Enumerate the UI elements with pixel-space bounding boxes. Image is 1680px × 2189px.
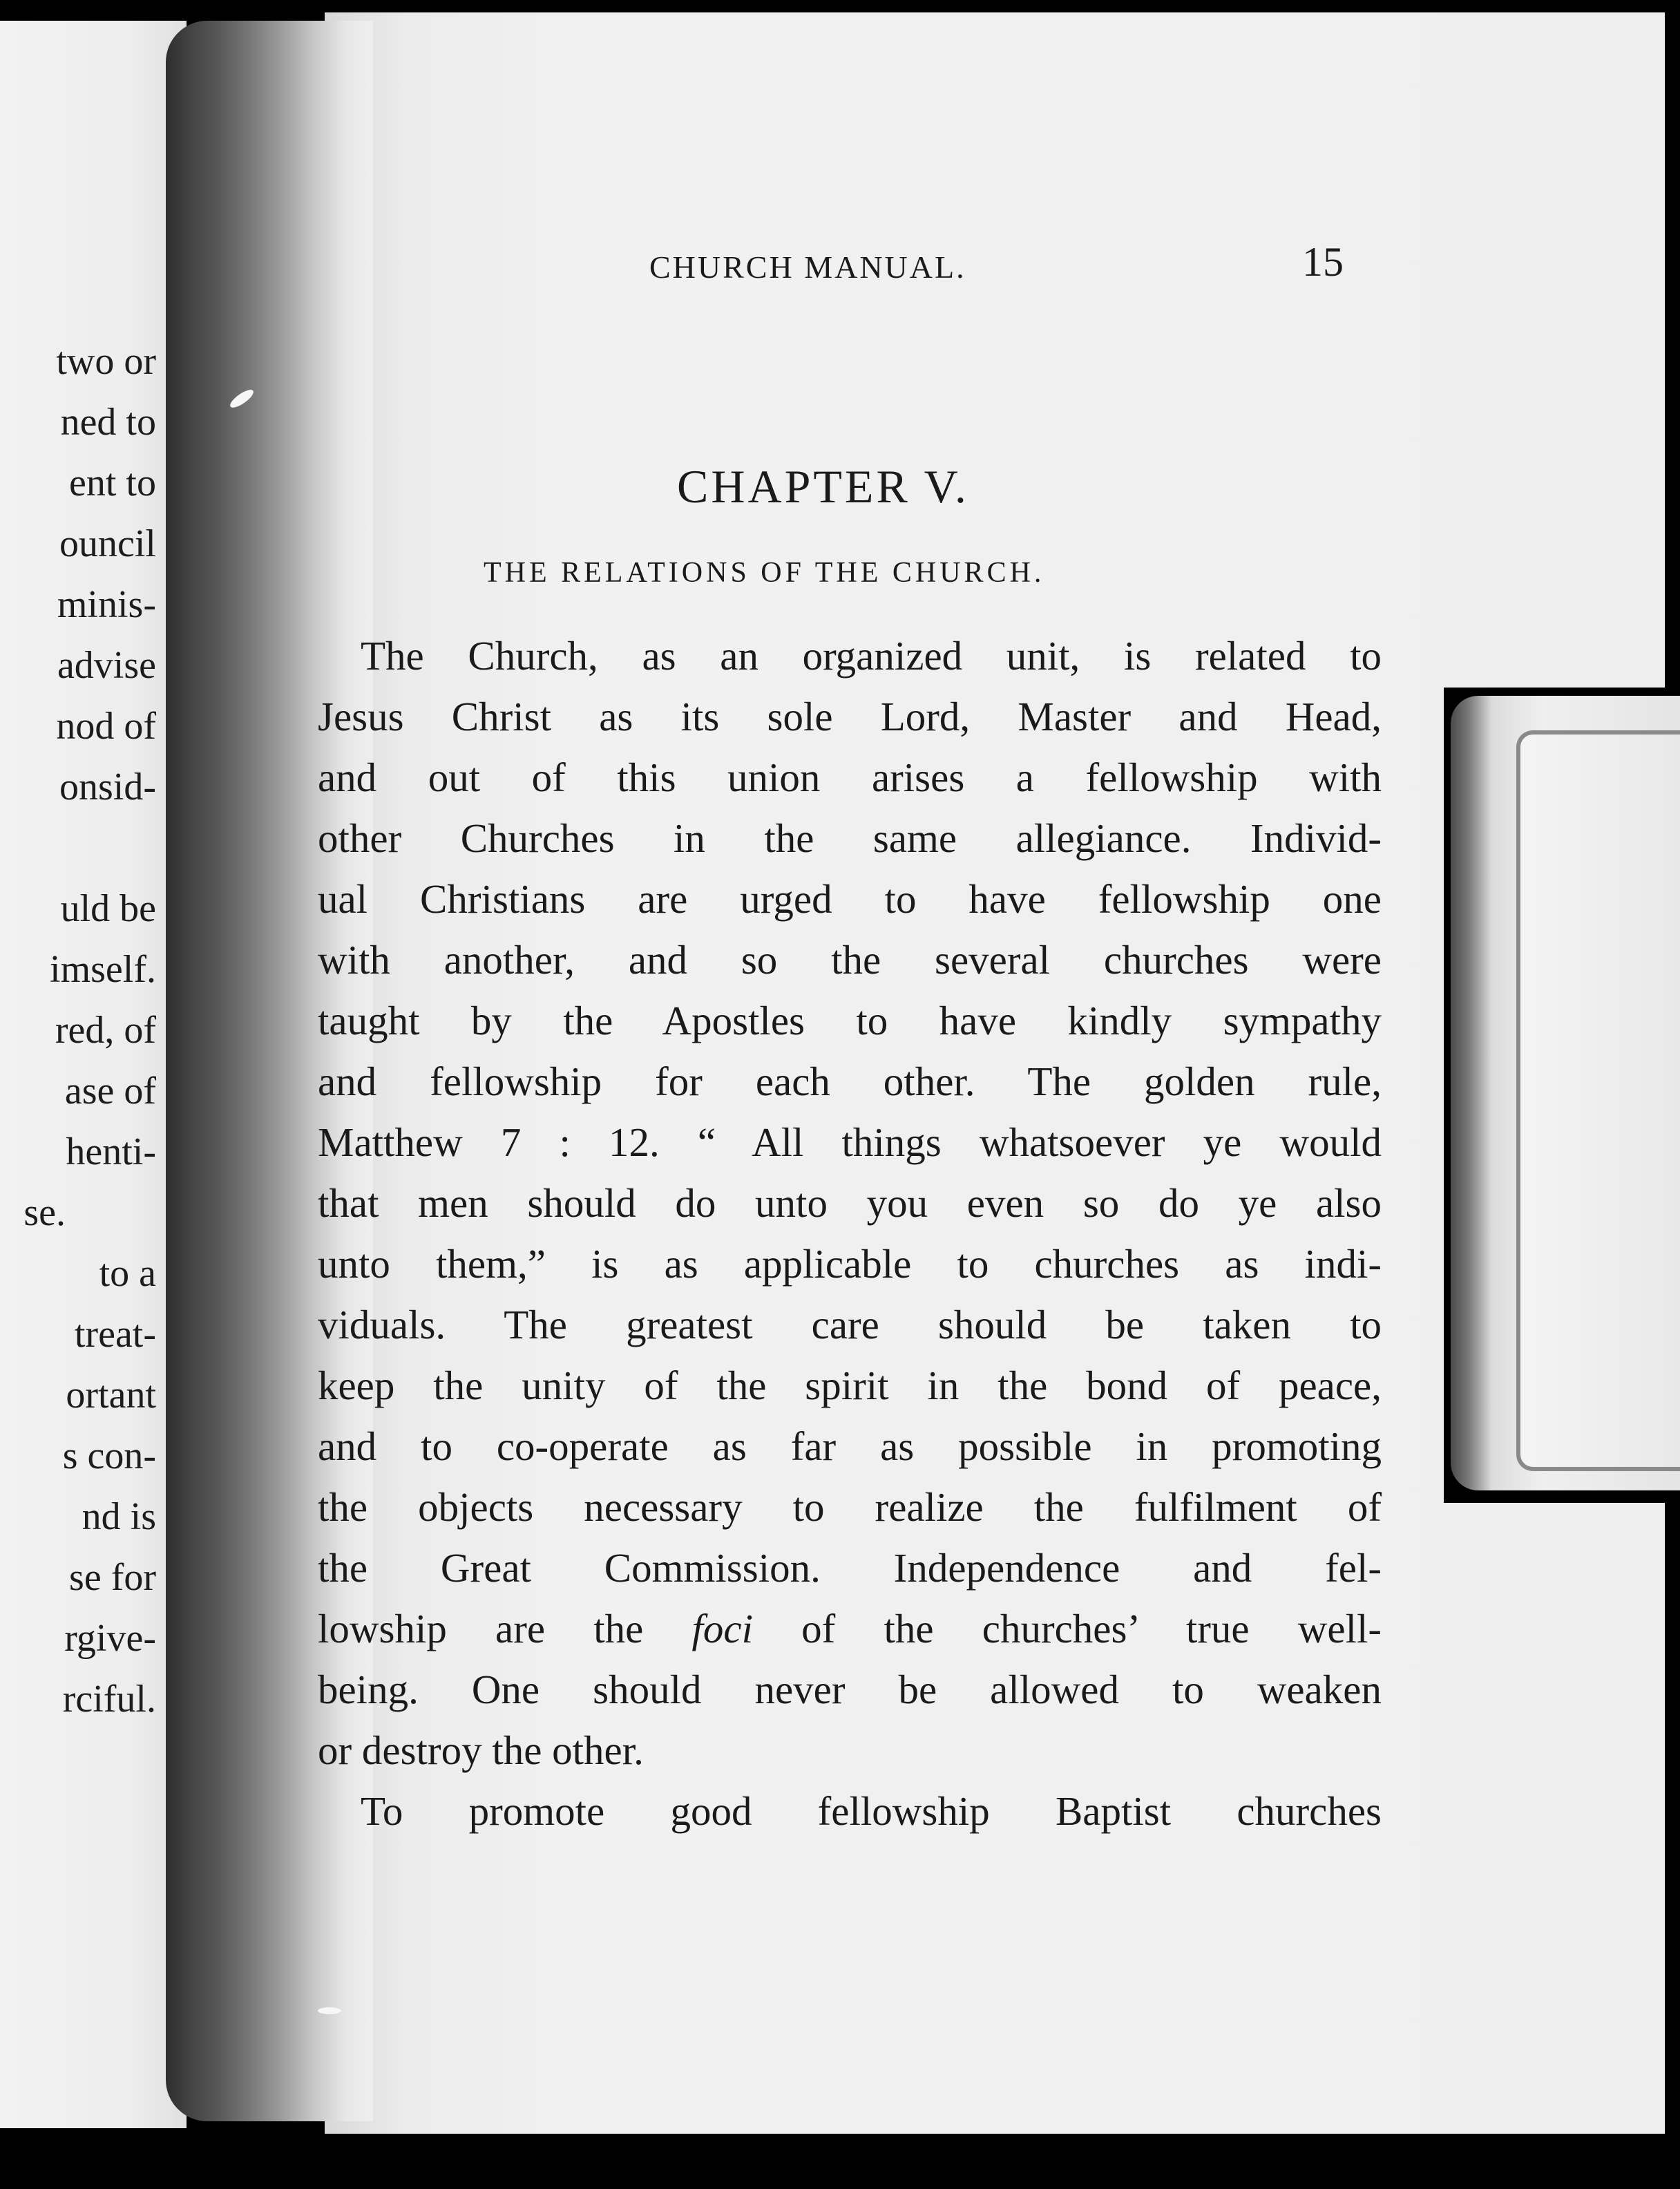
body-line: the objects necessary to realize the fulfilment of: [318, 1484, 1382, 1530]
left-page-line: treat-: [74, 1313, 156, 1356]
body-line-segment: of the churches’ true well-: [801, 1606, 1382, 1651]
left-page-line: imself.: [50, 948, 156, 991]
body-line: being. One should never be allowed to weaken: [318, 1667, 1382, 1712]
body-line: unto them,” is as applicable to churches as indi-: [318, 1241, 1382, 1287]
left-page-line: ase of: [64, 1070, 156, 1112]
page-number: 15: [1302, 239, 1344, 285]
chapter-subtitle: THE RELATIONS OF THE CHURCH.: [484, 557, 1045, 589]
body-line: ual Christians are urged to have fellowship one: [318, 876, 1382, 922]
body-line: The Church, as an organized unit, is related to: [361, 633, 1382, 679]
facing-page-left: [0, 21, 187, 2128]
italic-word-foci: foci: [691, 1606, 753, 1651]
left-page-line: uld be: [60, 887, 156, 930]
page-clip: [1444, 688, 1680, 1503]
body-line: that men should do unto you even so do ye also: [318, 1180, 1382, 1226]
left-page-line: ouncil: [59, 522, 156, 565]
body-line: other Churches in the same allegiance. Individ-: [318, 815, 1382, 861]
body-line: To promote good fellowship Baptist churches: [361, 1788, 1382, 1834]
left-page-line: s con-: [62, 1434, 156, 1477]
left-page-line: ned to: [60, 401, 156, 444]
body-line: taught by the Apostles to have kindly sympathy: [318, 998, 1382, 1043]
body-line-segment: lowship are the: [318, 1606, 644, 1651]
chapter-title: CHAPTER V.: [677, 460, 969, 513]
left-page-line: rciful.: [62, 1678, 156, 1721]
body-line: [318, 1606, 1382, 1651]
body-line: or destroy the other.: [318, 1727, 644, 1773]
body-line: keep the unity of the spirit in the bond of peace,: [318, 1363, 1382, 1408]
body-line: Matthew 7 : 12. “ All things whatsoever ye would: [318, 1119, 1382, 1165]
left-page-line: red, of: [55, 1009, 156, 1052]
page-blemish: [318, 2007, 341, 2014]
body-line: with another, and so the several churches were: [318, 937, 1382, 983]
left-page-line: ortant: [66, 1374, 156, 1416]
left-page-line: two or: [56, 340, 156, 383]
left-page-line: minis-: [57, 583, 156, 626]
body-line: and fellowship for each other. The golden rule,: [318, 1059, 1382, 1104]
left-page-line: se.: [23, 1191, 66, 1234]
clip-rim: [1516, 730, 1680, 1471]
left-page-line: nd is: [82, 1495, 156, 1538]
body-line: Jesus Christ as its sole Lord, Master and Head,: [318, 694, 1382, 739]
left-page-line: se for: [69, 1556, 156, 1599]
left-page-line: ent to: [69, 462, 156, 504]
left-page-line: henti-: [66, 1130, 156, 1173]
body-line: and to co-operate as far as possible in promoting: [318, 1423, 1382, 1469]
body-line: viduals. The greatest care should be taken to: [318, 1302, 1382, 1347]
body-line: and out of this union arises a fellowship with: [318, 755, 1382, 800]
body-line: the Great Commission. Independence and fel-: [318, 1545, 1382, 1591]
running-head: CHURCH MANUAL.: [649, 249, 966, 285]
left-page-line: nod of: [56, 705, 156, 748]
left-page-line: onsid-: [59, 766, 156, 808]
clip-body: [1451, 696, 1680, 1490]
left-page-line: rgive-: [64, 1617, 156, 1660]
left-page-line: advise: [57, 644, 156, 687]
left-page-line: to a: [99, 1252, 156, 1295]
